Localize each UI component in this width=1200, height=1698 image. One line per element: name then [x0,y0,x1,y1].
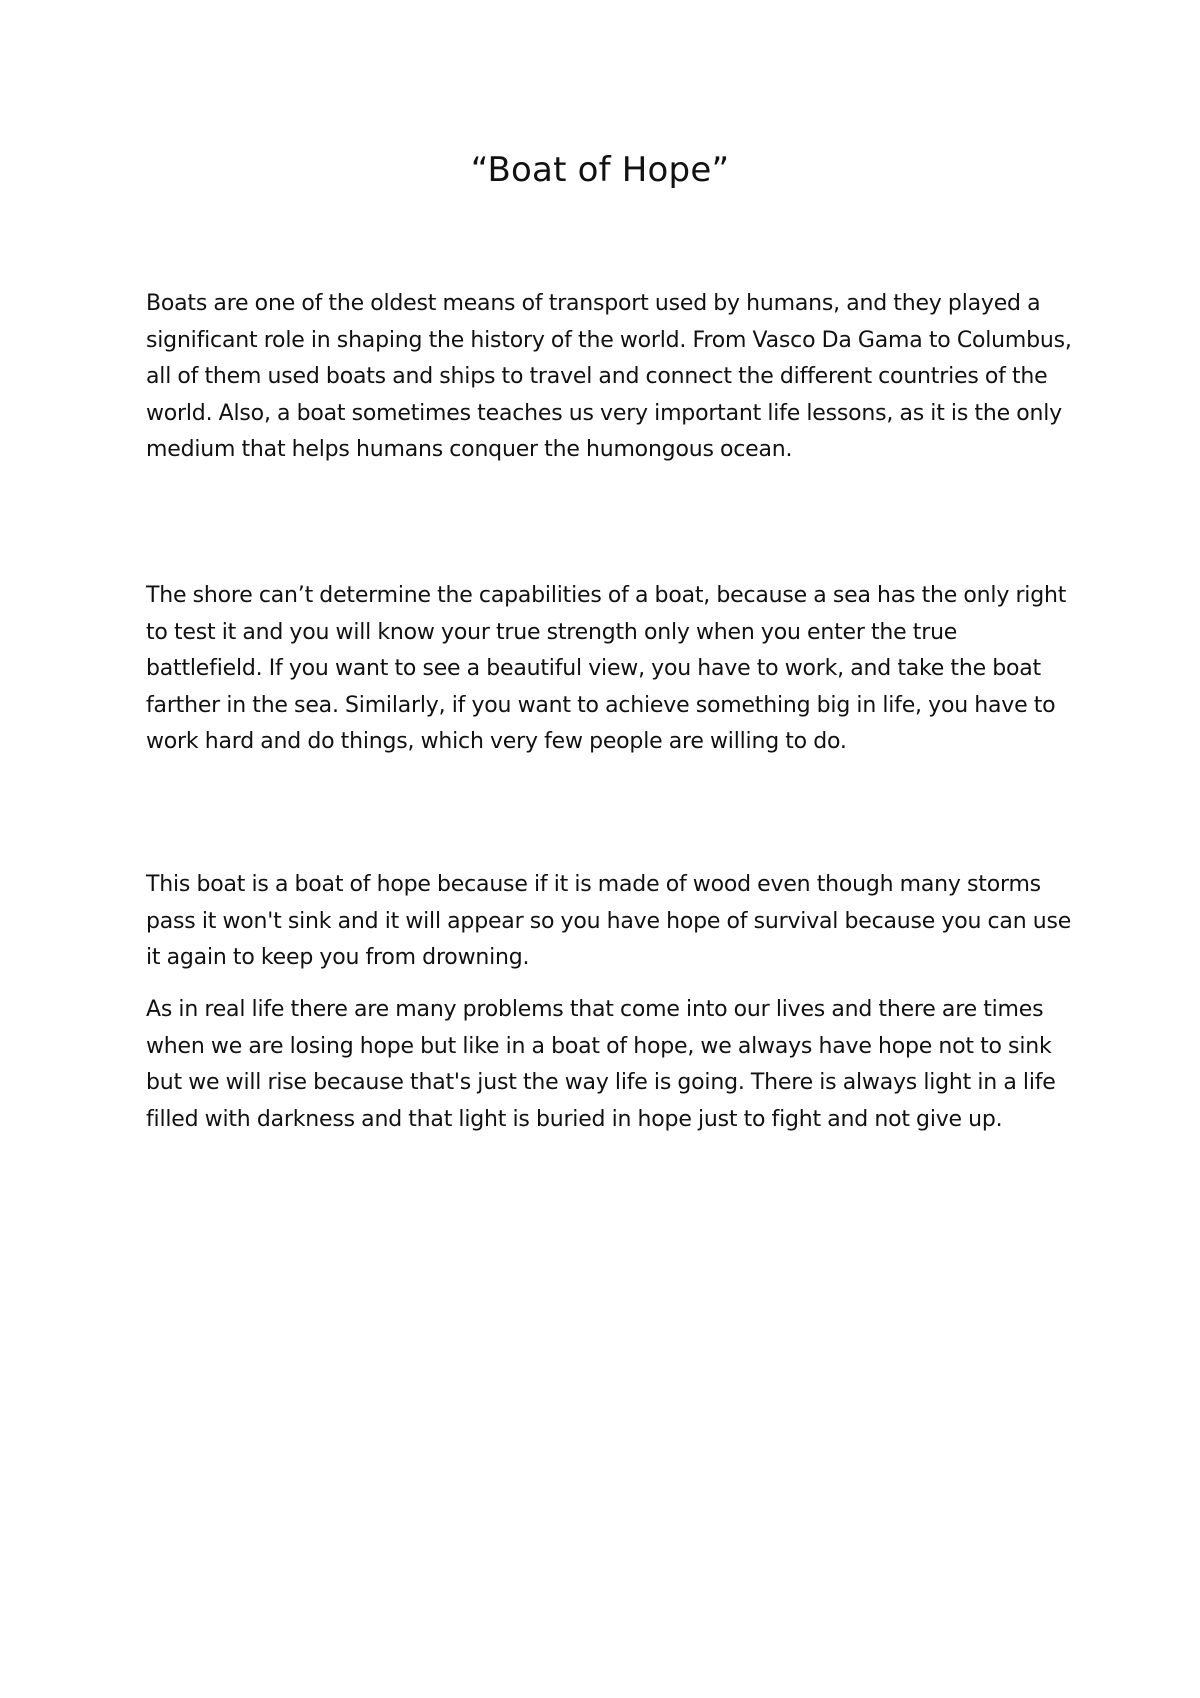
paragraph-shore: The shore can’t determine the capabilities of a boat, because a sea has the only right to test it and you will know your true strength only when you enter the true battlefield. If you want to see a beautiful view, you have to work, and take the boat farther in the sea. Similarly, if you want to achieve something big in life, you have to work hard and do things, which very few people are willing to do. [146,583,1067,755]
document-title: “Boat of Hope” [470,150,730,190]
paragraph-real-life: As in real life there are many problems that come into our lives and there are times when we are losing hope but like in a boat of hope, we always have hope not to sink but we will rise because that's just the way life is going. There is always light in a life filled with darkness and that light is buried in hope just to fight and not give up. [146,997,1056,1132]
paragraph-boat-of-hope: This boat is a boat of hope because if it is made of wood even though many storms pass it won't sink and it will appear so you have hope of survival because you can use it again to keep you from drowning. [146,872,1072,971]
paragraph-intro: Boats are one of the oldest means of transport used by humans, and they played a significant role in shaping the history of the world. From Vasco Da Gama to Columbus, all of them used boats and ships to travel and connect the different countries of the world. Also, a boat sometimes teaches us very important life lessons, as it is the only medium that helps humans conquer the humongous ocean. [146,291,1072,463]
